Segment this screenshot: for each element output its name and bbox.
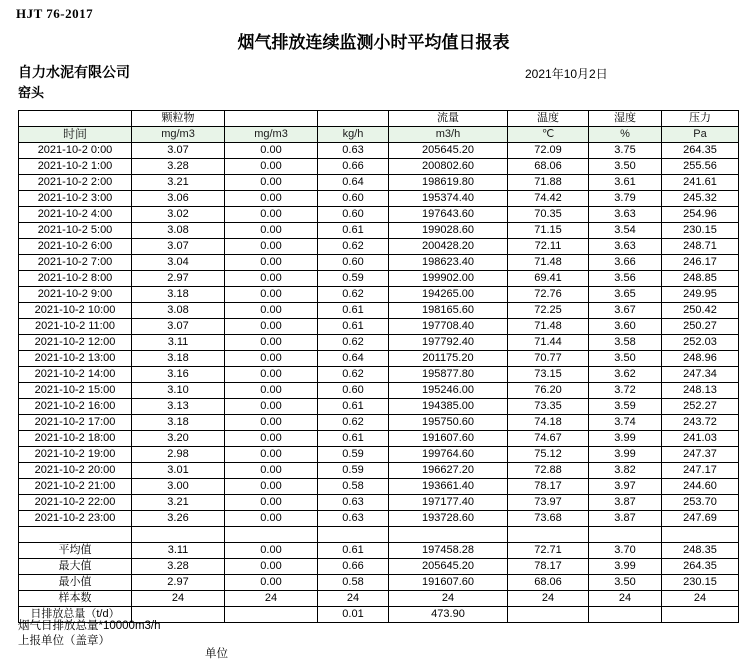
row-value-cell: 72.25 [508,303,589,319]
row-value-cell: 250.42 [662,303,739,319]
summary-value-cell: 24 [318,591,389,607]
table-row [19,415,739,431]
row-time-cell: 2021-10-2 0:00 [19,143,132,159]
table-unit-header-row [19,127,739,143]
column-header-unit: m3/h [389,127,508,143]
spacer-cell [508,527,589,543]
row-value-cell: 199902.00 [389,271,508,287]
row-value-cell: 3.13 [132,399,225,415]
row-value-cell: 264.35 [662,143,739,159]
row-value-cell: 197792.40 [389,335,508,351]
row-value-cell: 73.97 [508,495,589,511]
row-value-cell: 0.00 [225,351,318,367]
row-time-cell: 2021-10-2 18:00 [19,431,132,447]
row-value-cell: 199028.60 [389,223,508,239]
row-time-cell: 2021-10-2 8:00 [19,271,132,287]
row-time-cell: 2021-10-2 16:00 [19,399,132,415]
row-value-cell: 3.04 [132,255,225,271]
row-value-cell: 241.61 [662,175,739,191]
row-value-cell: 0.62 [318,335,389,351]
row-value-cell: 195750.60 [389,415,508,431]
row-value-cell: 194265.00 [389,287,508,303]
row-value-cell: 200802.60 [389,159,508,175]
row-value-cell: 3.00 [132,479,225,495]
row-time-cell: 2021-10-2 15:00 [19,383,132,399]
row-value-cell: 254.96 [662,207,739,223]
row-time-cell: 2021-10-2 4:00 [19,207,132,223]
row-value-cell: 70.77 [508,351,589,367]
row-value-cell: 0.64 [318,175,389,191]
row-value-cell: 243.72 [662,415,739,431]
row-value-cell: 71.15 [508,223,589,239]
group-header-cell: 颗粒物 [132,111,225,127]
summary-value-cell: 0.01 [318,607,389,623]
summary-value-cell: 3.11 [132,543,225,559]
row-value-cell: 3.21 [132,495,225,511]
row-value-cell: 71.48 [508,319,589,335]
spacer-cell [662,527,739,543]
row-value-cell: 74.67 [508,431,589,447]
row-time-cell: 2021-10-2 23:00 [19,511,132,527]
row-time-cell: 2021-10-2 13:00 [19,351,132,367]
row-value-cell: 3.11 [132,335,225,351]
summary-value-cell: 0.00 [225,559,318,575]
row-value-cell: 78.17 [508,479,589,495]
row-value-cell: 247.34 [662,367,739,383]
column-header-time: 时间 [19,127,132,143]
row-value-cell: 247.69 [662,511,739,527]
row-value-cell: 72.76 [508,287,589,303]
row-value-cell: 0.61 [318,431,389,447]
row-value-cell: 0.61 [318,303,389,319]
row-value-cell: 0.62 [318,287,389,303]
row-value-cell: 3.02 [132,207,225,223]
row-value-cell: 0.63 [318,143,389,159]
table-row [19,495,739,511]
row-value-cell: 73.68 [508,511,589,527]
row-value-cell: 3.07 [132,143,225,159]
row-time-cell: 2021-10-2 14:00 [19,367,132,383]
group-header-cell [318,111,389,127]
table-row [19,511,739,527]
row-value-cell: 198623.40 [389,255,508,271]
summary-value-cell: 264.35 [662,559,739,575]
row-value-cell: 3.58 [589,335,662,351]
table-row [19,447,739,463]
summary-value-cell: 205645.20 [389,559,508,575]
row-value-cell: 230.15 [662,223,739,239]
row-value-cell: 3.66 [589,255,662,271]
row-value-cell: 250.27 [662,319,739,335]
row-value-cell: 3.07 [132,319,225,335]
summary-value-cell [508,607,589,623]
row-value-cell: 246.17 [662,255,739,271]
page-title: 烟气排放连续监测小时平均值日报表 [237,33,510,52]
row-value-cell: 3.87 [589,495,662,511]
summary-label-cell: 样本数 [19,591,132,607]
table-row [19,479,739,495]
group-header-cell: 湿度 [589,111,662,127]
row-value-cell: 76.20 [508,383,589,399]
row-value-cell: 71.88 [508,175,589,191]
row-value-cell: 0.00 [225,223,318,239]
summary-value-cell: 3.28 [132,559,225,575]
table-spacer-row [19,527,739,543]
table-summary-row [19,543,739,559]
site-name: 窑头 [18,85,45,100]
row-value-cell: 3.75 [589,143,662,159]
row-value-cell: 3.08 [132,303,225,319]
row-value-cell: 195246.00 [389,383,508,399]
column-header-unit: Pa [662,127,739,143]
row-value-cell: 197177.40 [389,495,508,511]
summary-label-cell: 平均值 [19,543,132,559]
row-value-cell: 245.32 [662,191,739,207]
row-time-cell: 2021-10-2 17:00 [19,415,132,431]
row-value-cell: 193728.60 [389,511,508,527]
row-value-cell: 0.61 [318,319,389,335]
row-value-cell: 72.11 [508,239,589,255]
summary-value-cell: 24 [508,591,589,607]
row-value-cell: 3.60 [589,319,662,335]
row-value-cell: 0.66 [318,159,389,175]
row-value-cell: 194385.00 [389,399,508,415]
column-header-unit: ℃ [508,127,589,143]
row-value-cell: 0.63 [318,511,389,527]
row-value-cell: 0.64 [318,351,389,367]
row-value-cell: 0.59 [318,271,389,287]
row-time-cell: 2021-10-2 21:00 [19,479,132,495]
row-value-cell: 74.18 [508,415,589,431]
row-value-cell: 252.03 [662,335,739,351]
row-value-cell: 0.00 [225,175,318,191]
row-value-cell: 198165.60 [389,303,508,319]
row-value-cell: 0.00 [225,495,318,511]
row-value-cell: 255.56 [662,159,739,175]
summary-value-cell: 3.99 [589,559,662,575]
summary-value-cell: 72.71 [508,543,589,559]
row-value-cell: 196627.20 [389,463,508,479]
row-value-cell: 3.10 [132,383,225,399]
row-value-cell: 248.96 [662,351,739,367]
row-value-cell: 197643.60 [389,207,508,223]
table-row [19,239,739,255]
spacer-cell [318,527,389,543]
row-value-cell: 3.67 [589,303,662,319]
column-header-unit: kg/h [318,127,389,143]
row-value-cell: 3.61 [589,175,662,191]
row-value-cell: 0.00 [225,287,318,303]
row-value-cell: 3.97 [589,479,662,495]
row-value-cell: 3.63 [589,207,662,223]
table-group-header-row [19,111,739,127]
row-value-cell: 0.63 [318,495,389,511]
row-value-cell: 248.71 [662,239,739,255]
row-value-cell: 0.00 [225,383,318,399]
spacer-cell [132,527,225,543]
row-value-cell: 3.06 [132,191,225,207]
row-value-cell: 0.60 [318,383,389,399]
table-row [19,399,739,415]
table-row [19,255,739,271]
row-time-cell: 2021-10-2 9:00 [19,287,132,303]
row-value-cell: 197708.40 [389,319,508,335]
row-value-cell: 3.99 [589,431,662,447]
summary-value-cell: 24 [225,591,318,607]
row-time-cell: 2021-10-2 2:00 [19,175,132,191]
column-header-unit: % [589,127,662,143]
row-value-cell: 3.28 [132,159,225,175]
row-value-cell: 253.70 [662,495,739,511]
column-header-unit: mg/m3 [225,127,318,143]
row-value-cell: 247.37 [662,447,739,463]
summary-value-cell: 3.70 [589,543,662,559]
row-value-cell: 3.59 [589,399,662,415]
row-value-cell: 0.61 [318,223,389,239]
row-value-cell: 3.07 [132,239,225,255]
row-value-cell: 0.59 [318,463,389,479]
row-value-cell: 0.61 [318,399,389,415]
row-time-cell: 2021-10-2 11:00 [19,319,132,335]
row-value-cell: 0.00 [225,143,318,159]
row-value-cell: 191607.60 [389,431,508,447]
row-value-cell: 249.95 [662,287,739,303]
row-value-cell: 3.01 [132,463,225,479]
row-value-cell: 3.50 [589,159,662,175]
row-value-cell: 3.79 [589,191,662,207]
row-value-cell: 0.00 [225,367,318,383]
group-header-cell: 流量 [389,111,508,127]
summary-value-cell: 0.00 [225,575,318,591]
summary-value-cell: 2.97 [132,575,225,591]
row-value-cell: 3.65 [589,287,662,303]
row-value-cell: 0.00 [225,399,318,415]
document-code: HJT 76-2017 [16,6,94,21]
group-header-cell [19,111,132,127]
summary-label-cell: 日排放总量（t/d） [19,607,132,623]
table-row [19,271,739,287]
row-time-cell: 2021-10-2 12:00 [19,335,132,351]
row-value-cell: 0.60 [318,191,389,207]
row-value-cell: 69.41 [508,271,589,287]
table-summary-row [19,559,739,575]
table-row [19,431,739,447]
summary-value-cell: 0.00 [225,543,318,559]
row-value-cell: 68.06 [508,159,589,175]
row-value-cell: 0.00 [225,463,318,479]
summary-value-cell: 78.17 [508,559,589,575]
row-value-cell: 0.00 [225,511,318,527]
row-value-cell: 3.82 [589,463,662,479]
summary-value-cell [225,607,318,623]
row-value-cell: 3.26 [132,511,225,527]
row-value-cell: 3.62 [589,367,662,383]
table-row [19,175,739,191]
summary-value-cell: 248.35 [662,543,739,559]
row-value-cell: 71.48 [508,255,589,271]
row-value-cell: 3.99 [589,447,662,463]
group-header-cell [225,111,318,127]
row-value-cell: 0.00 [225,415,318,431]
row-value-cell: 0.00 [225,207,318,223]
row-time-cell: 2021-10-2 10:00 [19,303,132,319]
row-value-cell: 3.63 [589,239,662,255]
row-value-cell: 0.62 [318,239,389,255]
row-value-cell: 0.00 [225,271,318,287]
row-value-cell: 75.12 [508,447,589,463]
row-value-cell: 0.00 [225,447,318,463]
spacer-cell [19,527,132,543]
summary-label-cell: 最小值 [19,575,132,591]
row-value-cell: 0.62 [318,367,389,383]
group-header-cell: 压力 [662,111,739,127]
row-value-cell: 248.13 [662,383,739,399]
row-time-cell: 2021-10-2 1:00 [19,159,132,175]
table-row [19,207,739,223]
summary-value-cell: 24 [662,591,739,607]
table-row [19,287,739,303]
summary-value-cell: 230.15 [662,575,739,591]
row-value-cell: 0.60 [318,207,389,223]
row-value-cell: 71.44 [508,335,589,351]
footer-note-reporter: 上报单位（盖章） [18,635,110,647]
row-value-cell: 3.20 [132,431,225,447]
row-value-cell: 3.16 [132,367,225,383]
row-value-cell: 0.00 [225,319,318,335]
emission-data-table [18,110,739,623]
group-header-cell: 温度 [508,111,589,127]
summary-value-cell: 24 [389,591,508,607]
row-value-cell: 0.00 [225,479,318,495]
row-value-cell: 241.03 [662,431,739,447]
row-time-cell: 2021-10-2 19:00 [19,447,132,463]
row-value-cell: 72.09 [508,143,589,159]
row-value-cell: 3.54 [589,223,662,239]
row-time-cell: 2021-10-2 20:00 [19,463,132,479]
row-value-cell: 3.56 [589,271,662,287]
summary-value-cell: 68.06 [508,575,589,591]
row-value-cell: 2.97 [132,271,225,287]
spacer-cell [225,527,318,543]
summary-value-cell: 197458.28 [389,543,508,559]
column-header-unit: mg/m3 [132,127,225,143]
row-time-cell: 2021-10-2 22:00 [19,495,132,511]
table-row [19,303,739,319]
row-value-cell: 2.98 [132,447,225,463]
table-row [19,319,739,335]
row-time-cell: 2021-10-2 7:00 [19,255,132,271]
row-value-cell: 198619.80 [389,175,508,191]
row-time-cell: 2021-10-2 5:00 [19,223,132,239]
table-summary-row [19,591,739,607]
row-value-cell: 0.00 [225,303,318,319]
spacer-cell [589,527,662,543]
summary-value-cell: 0.66 [318,559,389,575]
row-value-cell: 73.15 [508,367,589,383]
summary-label-cell: 最大值 [19,559,132,575]
row-value-cell: 205645.20 [389,143,508,159]
summary-value-cell: 24 [589,591,662,607]
row-value-cell: 3.50 [589,351,662,367]
row-value-cell: 0.62 [318,415,389,431]
company-name: 自力水泥有限公司 [18,64,130,80]
table-row [19,335,739,351]
row-time-cell: 2021-10-2 3:00 [19,191,132,207]
table-row [19,143,739,159]
row-value-cell: 0.00 [225,431,318,447]
row-value-cell: 248.85 [662,271,739,287]
summary-value-cell: 473.90 [389,607,508,623]
row-value-cell: 0.60 [318,255,389,271]
row-value-cell: 3.18 [132,287,225,303]
summary-value-cell: 191607.60 [389,575,508,591]
row-value-cell: 74.42 [508,191,589,207]
row-value-cell: 0.58 [318,479,389,495]
row-value-cell: 73.35 [508,399,589,415]
row-value-cell: 70.35 [508,207,589,223]
row-value-cell: 3.87 [589,511,662,527]
row-value-cell: 0.59 [318,447,389,463]
table-row [19,367,739,383]
table-summary-row [19,575,739,591]
row-value-cell: 0.00 [225,159,318,175]
row-value-cell: 244.60 [662,479,739,495]
table-row [19,463,739,479]
row-value-cell: 195877.80 [389,367,508,383]
summary-value-cell: 0.61 [318,543,389,559]
summary-value-cell: 0.58 [318,575,389,591]
row-value-cell: 247.17 [662,463,739,479]
row-time-cell: 2021-10-2 6:00 [19,239,132,255]
summary-value-cell: 24 [132,591,225,607]
summary-value-cell [662,607,739,623]
table-row [19,383,739,399]
table-row [19,351,739,367]
row-value-cell: 0.00 [225,255,318,271]
footer-note-total: 烟气日排放总量*10000m3/h [18,620,161,632]
row-value-cell: 199764.60 [389,447,508,463]
row-value-cell: 0.00 [225,191,318,207]
row-value-cell: 0.00 [225,239,318,255]
summary-value-cell: 3.50 [589,575,662,591]
table-row [19,159,739,175]
row-value-cell: 195374.40 [389,191,508,207]
spacer-cell [389,527,508,543]
row-value-cell: 3.72 [589,383,662,399]
row-value-cell: 193661.40 [389,479,508,495]
row-value-cell: 3.18 [132,415,225,431]
table-row [19,191,739,207]
row-value-cell: 3.08 [132,223,225,239]
summary-value-cell [589,607,662,623]
table-row [19,223,739,239]
row-value-cell: 200428.20 [389,239,508,255]
row-value-cell: 201175.20 [389,351,508,367]
row-value-cell: 3.18 [132,351,225,367]
row-value-cell: 3.74 [589,415,662,431]
row-value-cell: 252.27 [662,399,739,415]
row-value-cell: 3.21 [132,175,225,191]
row-value-cell: 72.88 [508,463,589,479]
row-value-cell: 0.00 [225,335,318,351]
footer-note-unit: 单位 [205,648,228,660]
report-date: 2021年10月2日 [525,67,608,81]
